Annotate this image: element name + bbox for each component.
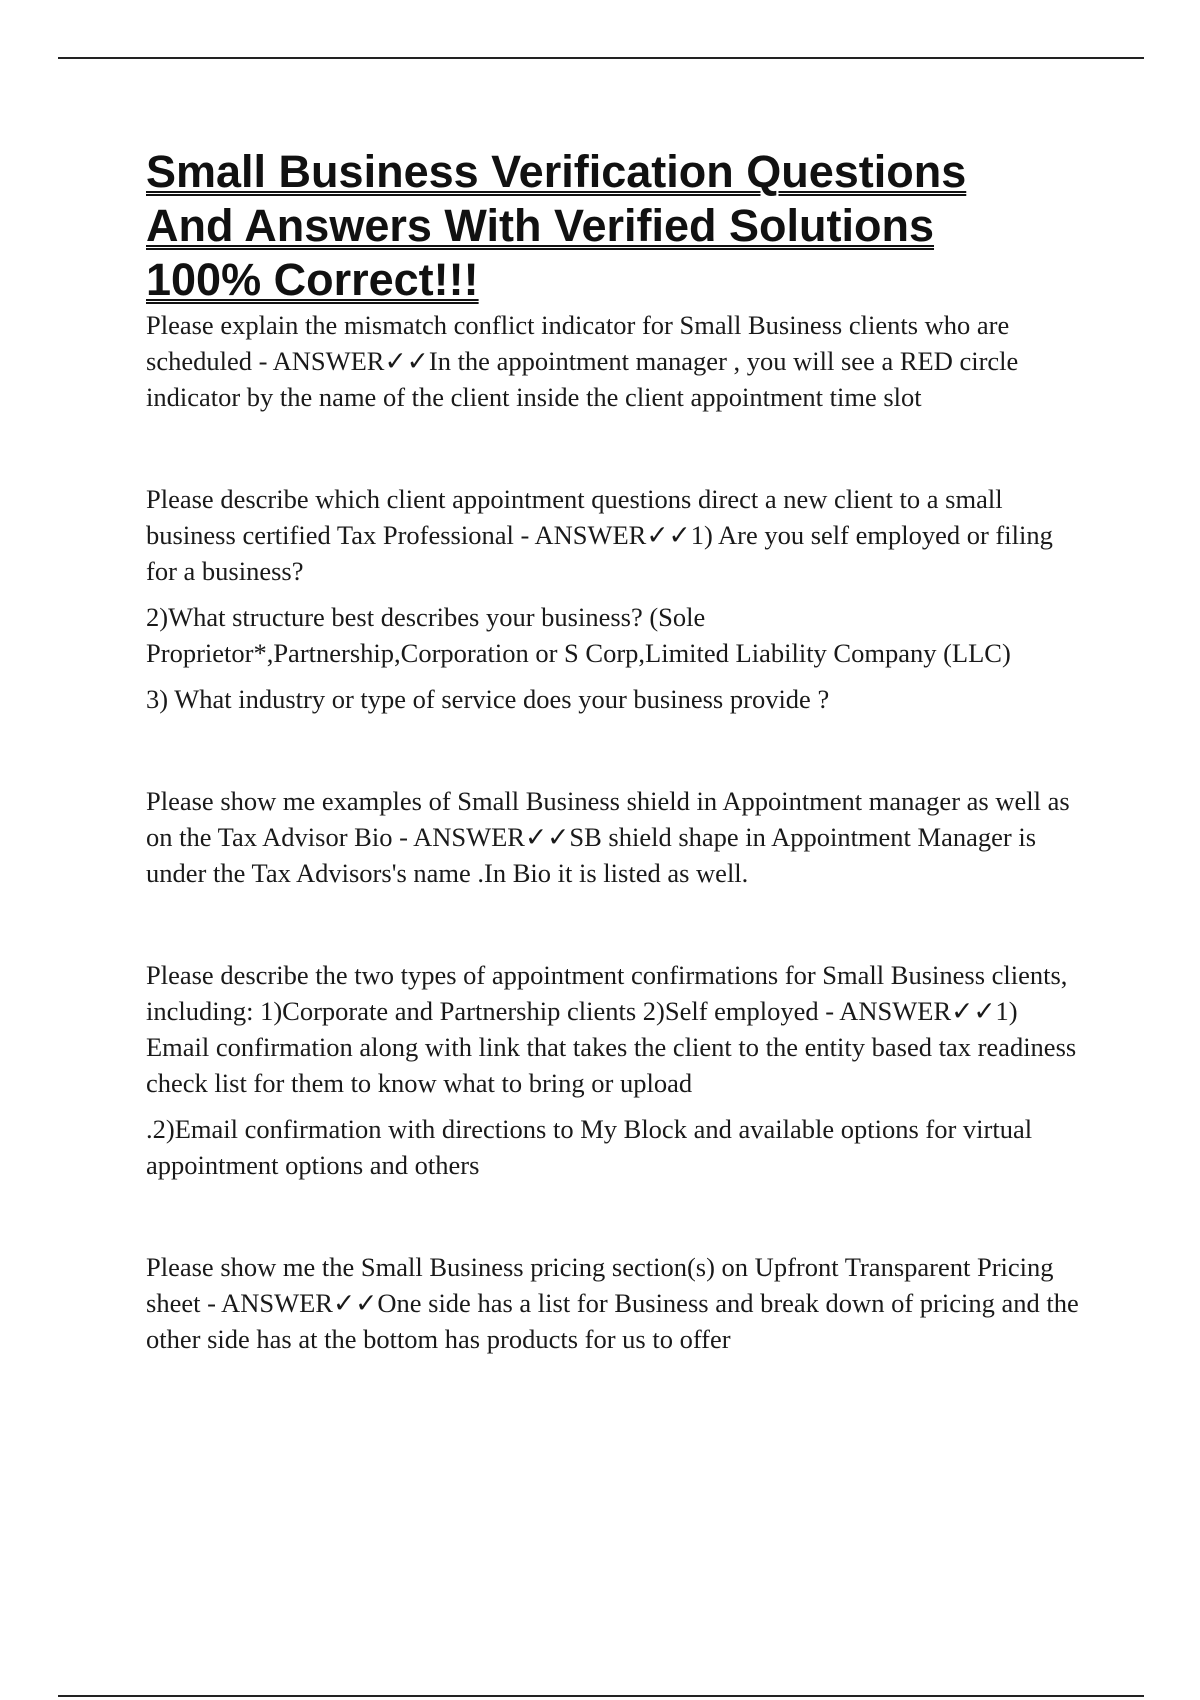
title-line-2: And Answers With Verified Solutions: [146, 200, 935, 251]
document-title: [146, 145, 1086, 307]
qa-item-appointment-questions: [146, 481, 1086, 717]
qa-paragraph: Please describe which client appointment questions direct a new client to a small business certified Tax Professional - ANSWER✓✓1) Are you self employed or filing for a business?: [146, 484, 1053, 586]
title-line-3: 100% Correct!!!: [146, 254, 479, 305]
qa-item-mismatch-indicator: [146, 307, 1086, 415]
qa-item-appointment-confirmations: [146, 957, 1086, 1183]
bottom-divider: [58, 1695, 1144, 1697]
qa-paragraph: Please show me examples of Small Business shield in Appointment manager as well as on the Tax Advisor Bio - ANSWER✓✓SB shield shape in Appointment Manager is under the Tax Advisors's name .In Bio it is listed as well.: [146, 786, 1070, 888]
top-divider: [58, 57, 1144, 59]
title-line-1: Small Business Verification Questions: [146, 146, 967, 197]
qa-paragraph: 2)What structure best describes your business? (Sole Proprietor*,Partnership,Corporation or S Corp,Limited Liability Company (LLC): [146, 602, 1011, 668]
qa-item-small-business-shield: [146, 783, 1086, 891]
qa-paragraph: Please show me the Small Business pricing section(s) on Upfront Transparent Pricing sheet - ANSWER✓✓One side has a list for Business and break down of pricing and the other side has at the bottom has products for us to offer: [146, 1252, 1079, 1354]
document-body: [146, 145, 1086, 1357]
qa-paragraph: 3) What industry or type of service does your business provide ?: [146, 684, 830, 714]
qa-paragraph: Please describe the two types of appointment confirmations for Small Business clients, including: 1)Corporate and Partnership clients 2)Self employed - ANSWER✓✓1) Email confirmation along with link that takes the client to the entity based tax readiness check list for them to know what to bring or upload: [146, 960, 1077, 1098]
qa-paragraph: Please explain the mismatch conflict indicator for Small Business clients who are scheduled - ANSWER✓✓In the appointment manager , you will see a RED circle indicator by the name of the client inside the client appointment time slot: [146, 310, 1019, 412]
qa-paragraph: .2)Email confirmation with directions to My Block and available options for virtual appointment options and others: [146, 1114, 1033, 1180]
qa-item-pricing-section: [146, 1249, 1086, 1357]
